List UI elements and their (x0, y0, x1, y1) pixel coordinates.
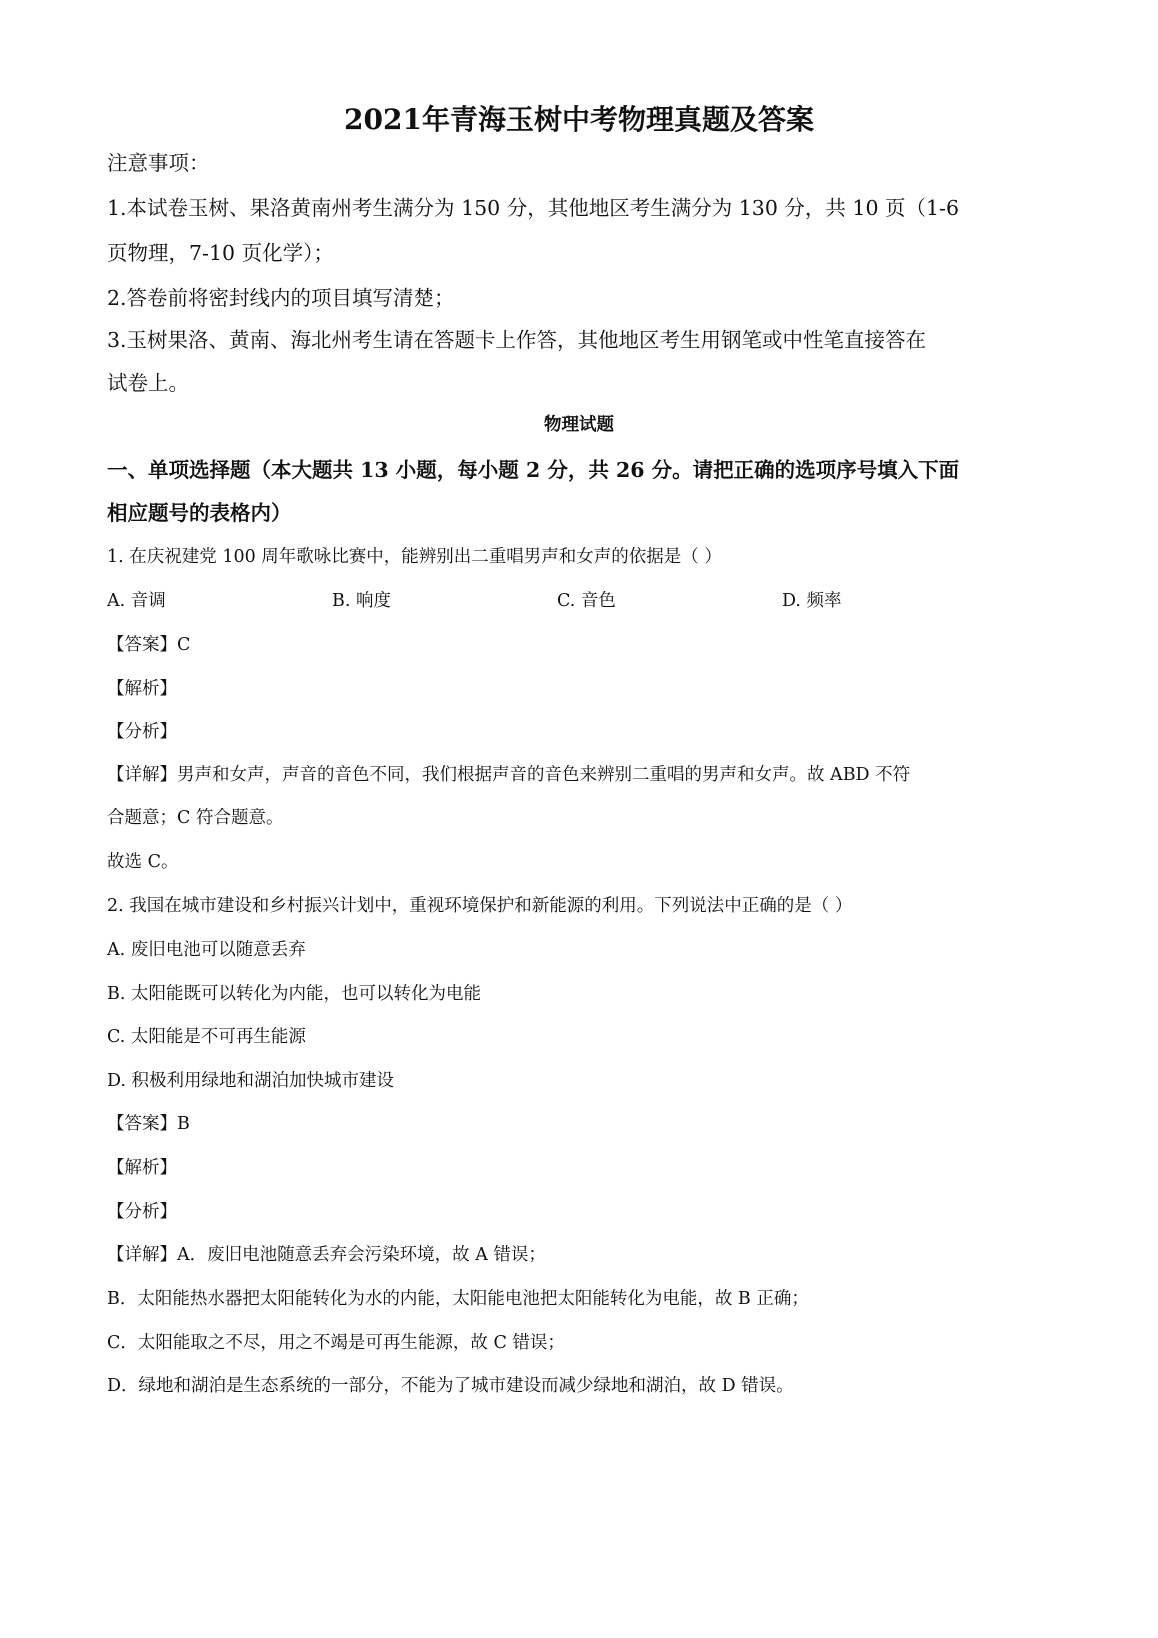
question-2-option-a: A. 废旧电池可以随意丢弃 (107, 940, 306, 960)
question-2-detail-c: C．太阳能取之不尽，用之不竭是可再生能源，故 C 错误； (107, 1333, 565, 1353)
question-2-detail-b: B．太阳能热水器把太阳能转化为水的内能，太阳能电池把太阳能转化为电能，故 B 正确； (107, 1289, 809, 1309)
notice-item-3-line-1: 3.玉树果洛、黄南、海北州考生请在答题卡上作答，其他地区考生用钢笔或中性笔直接答在 (107, 328, 927, 352)
part1-heading-line-1: 一、单项选择题（本大题共 13 小题，每小题 2 分，共 26 分。请把正确的选项序号填入下面 (107, 458, 960, 482)
question-2-option-d: D. 积极利用绿地和湖泊加快城市建设 (107, 1071, 395, 1091)
question-2-option-b: B. 太阳能既可以转化为内能，也可以转化为电能 (107, 984, 481, 1004)
question-2-option-c: C. 太阳能是不可再生能源 (107, 1027, 306, 1047)
page-title: 2021年青海玉树中考物理真题及答案 (344, 103, 814, 136)
notice-item-1-line-2: 页物理，7-10 页化学）； (107, 241, 334, 265)
question-2-detail-a: 【详解】A．废旧电池随意丢弃会污染环境，故 A 错误； (107, 1245, 546, 1265)
notice-item-2: 2.答卷前将密封线内的项目填写清楚； (107, 286, 455, 310)
question-1-conclusion: 故选 C。 (107, 852, 179, 872)
question-2-detail-d: D．绿地和湖泊是生态系统的一部分，不能为了城市建设而减少绿地和湖泊，故 D 错误。 (107, 1376, 794, 1396)
notice-item-3-line-2: 试卷上。 (107, 371, 189, 395)
notice-item-1-line-1: 1.本试卷玉树、果洛黄南州考生满分为 150 分，其他地区考生满分为 130 分，共 10 页（1-6 (107, 196, 960, 220)
question-1-stem: 1. 在庆祝建党 100 周年歌咏比赛中，能辨别出二重唱男声和女声的依据是（ ） (107, 547, 722, 567)
notice-heading: 注意事项： (107, 151, 210, 175)
question-1-fenxi-label: 【分析】 (107, 722, 177, 742)
question-1-analysis-label: 【解析】 (107, 679, 177, 699)
question-2-fenxi-label: 【分析】 (107, 1202, 177, 1222)
question-1-detail-line-1: 【详解】男声和女声，声音的音色不同，我们根据声音的音色来辨别二重唱的男声和女声。故 ABD 不符 (107, 765, 911, 785)
question-2-answer: 【答案】B (107, 1114, 190, 1134)
question-2-stem: 2. 我国在城市建设和乡村振兴计划中，重视环境保护和新能源的利用。下列说法中正确的是（ ） (107, 896, 853, 916)
question-1-detail-line-2: 合题意；C 符合题意。 (107, 808, 284, 828)
question-1-answer: 【答案】C (107, 635, 191, 655)
part1-heading-line-2: 相应题号的表格内） (107, 501, 292, 525)
question-1-option-b: B. 响度 (332, 591, 391, 611)
section-title: 物理试题 (544, 415, 614, 435)
question-1-option-a: A. 音调 (107, 591, 166, 611)
question-1-option-d: D. 频率 (782, 591, 842, 611)
question-1-option-c: C. 音色 (557, 591, 616, 611)
question-2-analysis-label: 【解析】 (107, 1158, 177, 1178)
